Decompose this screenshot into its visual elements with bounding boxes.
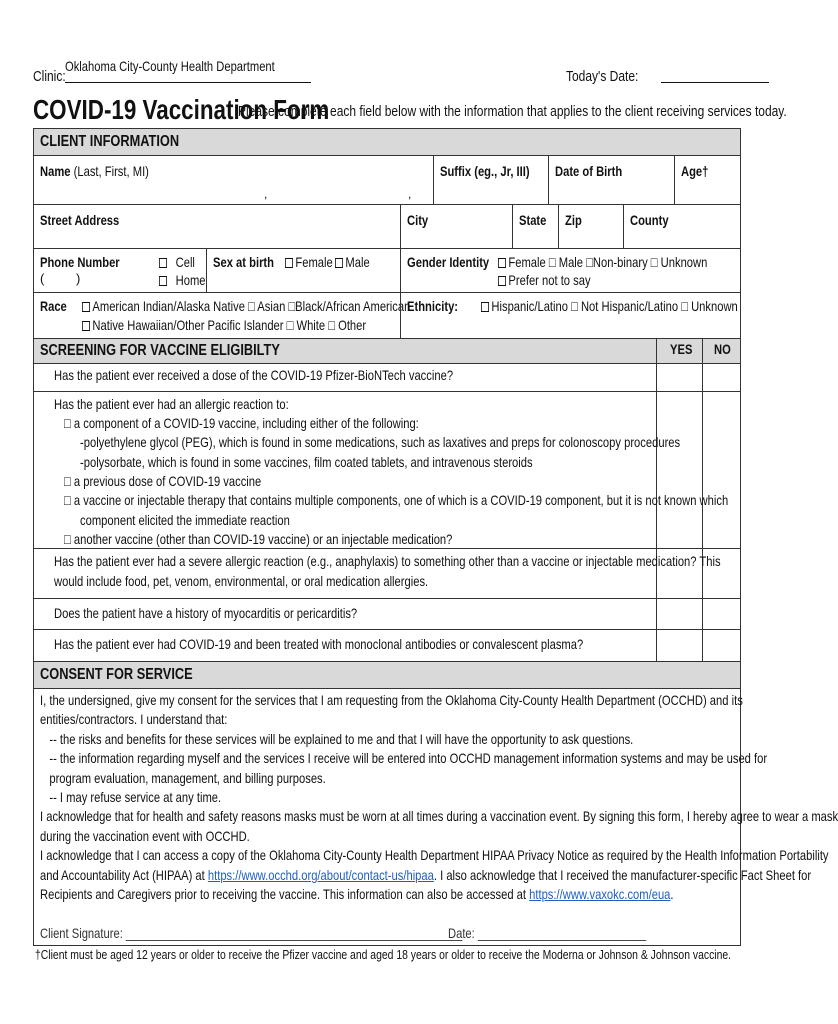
zip-label: Zip	[565, 212, 582, 228]
question-monoclonal-antibodies	[34, 629, 656, 661]
city-label: City	[407, 212, 429, 228]
q5-yes-cell[interactable]	[657, 629, 702, 661]
question-text: Does the patient have a history of myocarditis or pericarditis?	[54, 605, 358, 621]
name-label: Name	[40, 163, 71, 179]
sex-male-option[interactable]: Male	[335, 254, 370, 270]
question-line: -polysorbate, which is found in some vaccines, film coated tablets, and intravenous steroids	[80, 454, 533, 470]
consent-line: I acknowledge that I can access a copy of the Oklahoma City-County Health Department HIPAA Privacy Notice as required by the Health Information Portability	[40, 847, 829, 863]
county-cell[interactable]	[624, 204, 740, 248]
checkbox-icon[interactable]	[498, 258, 506, 268]
consent-line: Recipients and Caregivers prior to receiving the vaccine. This information can also be accessed at https://www.vaxokc.com/eua.	[40, 886, 674, 902]
form-title: COVID-19 Vaccination Form	[33, 94, 330, 125]
question-line: would include food, pet, venom, environmental, or oral medication allergies.	[54, 573, 429, 589]
question-allergic-reaction	[34, 391, 729, 548]
q5-no-cell[interactable]	[703, 629, 740, 661]
consent-line: and Accountability Act (HIPAA) at https://www.occhd.org/about/contact-us/hipaa. I also acknowledge that I received the manufacturer-specific Fact Sheet for	[40, 867, 812, 883]
suffix-label: Suffix (eg., Jr, III)	[440, 163, 530, 179]
q3-yes-cell[interactable]	[657, 548, 702, 598]
question-line: Has the patient ever had an allergic reaction to:	[54, 396, 289, 412]
street-address-cell[interactable]	[34, 204, 400, 248]
consent-line: -- I may refuse service at any time.	[40, 789, 222, 805]
race-options-row2[interactable]: Native Hawaiian/Other Pacific Islander □ White □ Other	[82, 317, 366, 333]
name-separator: ,	[408, 187, 412, 201]
race-options-row1[interactable]: American Indian/Alaska Native □ Asian □Black/African American	[82, 298, 410, 314]
consent-line: during the vaccination event with OCCHD.	[40, 828, 250, 844]
todays-date-field[interactable]	[661, 82, 769, 83]
age-label: Age†	[681, 163, 709, 179]
question-line: component elicited the immediate reaction	[80, 512, 290, 528]
zip-cell[interactable]	[559, 204, 623, 248]
q4-no-cell[interactable]	[703, 598, 740, 629]
suffix-cell[interactable]	[434, 155, 548, 204]
consent-line: I acknowledge that for health and safety reasons masks must be worn at all times during a vaccination event. By signing this form, I hereby agree to wear a mask	[40, 808, 838, 824]
consent-line: I, the undersigned, give my consent for the services that I am requesting from the Oklahoma City-County Health Department (OCCHD) and its	[40, 692, 743, 708]
clinic-label: Clinic:	[33, 68, 66, 85]
state-label: State	[519, 212, 547, 228]
screening-heading: SCREENING FOR VACCINE ELIGIBILTY	[34, 338, 740, 364]
question-line: □ a vaccine or injectable therapy that contains multiple components, one of which is a COVID-19 component, but it is not known which	[64, 492, 729, 508]
race-label: Race	[40, 298, 67, 314]
vaxokc-eua-link[interactable]: https://www.vaxokc.com/eua	[529, 886, 671, 902]
phone-home-option[interactable]: Home	[159, 272, 206, 288]
checkbox-icon[interactable]	[335, 258, 343, 268]
q4-yes-cell[interactable]	[657, 598, 702, 629]
consent-line: -- the information regarding myself and the services I receive will be entered into OCCHD management information systems and may be used for	[40, 750, 768, 766]
hipaa-link[interactable]: https://www.occhd.org/about/contact-us/hipaa	[207, 867, 434, 883]
q1-no-cell[interactable]	[703, 362, 740, 391]
form-subtitle: Please complete each field below with the information that applies to the client receiving services today.	[238, 103, 787, 120]
question-line: □ a previous dose of COVID-19 vaccine	[64, 473, 262, 489]
phone-paren-close: )	[76, 271, 81, 286]
question-line: □ a component of a COVID-19 vaccine, including either of the following:	[64, 415, 419, 431]
question-line: □ another vaccine (other than COVID-19 vaccine) or an injectable medication?	[64, 531, 453, 547]
checkbox-icon[interactable]	[159, 276, 167, 286]
checkbox-icon[interactable]	[481, 302, 489, 312]
sex-at-birth-label: Sex at birth	[213, 254, 274, 270]
age-footnote: †Client must be aged 12 years or older to receive the Pfizer vaccine and aged 18 years or older to receive the Moderna or Johnson & Johnson vaccine.	[35, 947, 732, 962]
race-cell	[34, 292, 411, 338]
street-address-label: Street Address	[40, 212, 120, 228]
state-cell[interactable]	[513, 204, 558, 248]
phone-paren-open: (	[40, 271, 45, 286]
sex-female-option[interactable]: Female	[285, 254, 333, 270]
todays-date-label: Today's Date:	[566, 68, 639, 85]
consent-heading: CONSENT FOR SERVICE	[34, 661, 740, 689]
consent-line: program evaluation, management, and billing purposes.	[40, 770, 326, 786]
phone-cell-option[interactable]: Cell	[159, 254, 195, 270]
ethnicity-label: Ethnicity:	[407, 298, 459, 314]
dob-cell[interactable]	[549, 155, 674, 204]
sex-at-birth-cell	[207, 248, 400, 292]
clinic-value: Oklahoma City-County Health Department	[65, 58, 275, 74]
city-cell[interactable]	[401, 204, 512, 248]
q2-no-cell[interactable]	[703, 391, 740, 548]
name-hint: (Last, First, MI)	[73, 163, 149, 179]
county-label: County	[630, 212, 669, 228]
phone-number-label: Phone Number	[40, 254, 120, 270]
no-column-header: NO	[714, 341, 731, 357]
consent-line: -- the risks and benefits for these services will be explained to me and that I will have the opportunity to ask questions.	[40, 731, 634, 747]
age-cell[interactable]	[675, 155, 740, 204]
checkbox-icon[interactable]	[285, 258, 293, 268]
checkbox-icon[interactable]	[159, 258, 167, 268]
ethnicity-options[interactable]: Hispanic/Latino □ Not Hispanic/Latino □ Unknown	[481, 298, 738, 314]
question-severe-allergy-other	[34, 548, 721, 598]
question-line: Has the patient ever had a severe allergic reaction (e.g., anaphylaxis) to something other than a vaccine or injectable medication? This	[54, 553, 721, 569]
q3-no-cell[interactable]	[703, 548, 740, 598]
clinic-field[interactable]	[65, 82, 311, 83]
checkbox-icon[interactable]	[82, 321, 90, 331]
q1-yes-cell[interactable]	[657, 362, 702, 391]
checkbox-icon[interactable]	[498, 276, 506, 286]
question-myocarditis	[34, 598, 656, 629]
gender-identity-label: Gender Identity	[407, 254, 490, 270]
name-cell[interactable]	[34, 155, 433, 204]
consent-line: entities/contractors. I understand that:	[40, 711, 228, 727]
client-info-heading: CLIENT INFORMATION	[34, 129, 740, 156]
gender-identity-cell	[401, 248, 740, 292]
question-prior-pfizer-dose	[34, 362, 656, 391]
client-signature-field[interactable]: Client Signature: ______________________________________________________	[40, 925, 463, 941]
checkbox-icon[interactable]	[82, 302, 90, 312]
name-separator: ,	[264, 187, 268, 201]
gender-prefer-not-option[interactable]: Prefer not to say	[498, 272, 591, 288]
phone-cell[interactable]	[34, 248, 206, 292]
clinic-header	[33, 60, 733, 86]
ethnicity-cell	[401, 292, 740, 338]
consent-text	[34, 689, 838, 919]
question-text: Has the patient ever had COVID-19 and been treated with monoclonal antibodies or convalescent plasma?	[54, 636, 584, 652]
dob-label: Date of Birth	[555, 163, 623, 179]
vaccination-form	[33, 128, 838, 946]
yes-column-header: YES	[670, 341, 693, 357]
q2-yes-cell[interactable]	[657, 391, 702, 548]
gender-options-row1[interactable]: Female □ Male □Non-binary □ Unknown	[498, 254, 707, 270]
signature-date-field[interactable]: Date: ___________________________	[448, 925, 647, 941]
question-text: Has the patient ever received a dose of the COVID-19 Pfizer-BioNTech vaccine?	[54, 367, 454, 383]
question-line: -polyethylene glycol (PEG), which is found in some medications, such as laxatives and preps for colonoscopy procedures	[80, 434, 681, 450]
